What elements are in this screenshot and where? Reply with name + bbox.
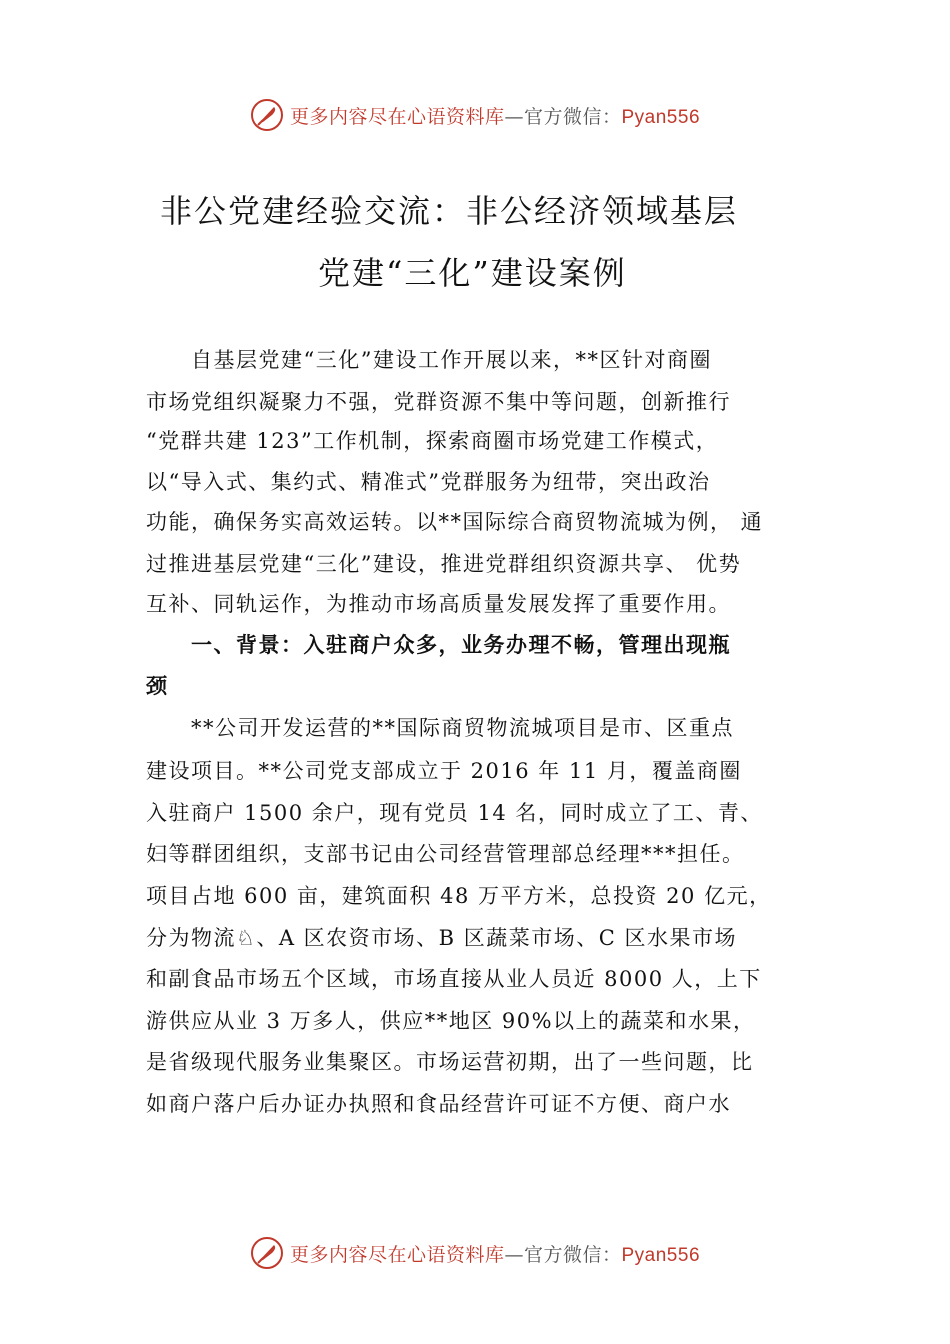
banner-prefix: 更多内容尽在心语资料库 (289, 1243, 505, 1266)
banner-wechat-id: Pyan556 (621, 106, 701, 128)
banner-text (290, 102, 700, 129)
body-line: 功能，确保务实高效运转。以**国际综合商贸物流城为例， 通 (146, 510, 764, 534)
section-heading: 一、背景：入驻商户众多，业务办理不畅，管理出现瓶 (146, 633, 731, 657)
body-line: 游供应从业 3 万多人，供应**地区 90%以上的蔬菜和水果， (146, 1009, 756, 1033)
body-line: 分为物流♘、A 区农资市场、B 区蔬菜市场、C 区水果市场 (146, 926, 738, 950)
banner-dash: — (504, 1243, 524, 1266)
banner-wechat-label: 官方微信： (523, 105, 622, 128)
feather-pen-icon (250, 98, 284, 132)
page-title-line-1: 非公党建经验交流：非公经济领域基层 (160, 192, 739, 230)
body-line: 以“导入式、集约式、精准式”党群服务为纽带，突出政治 (146, 470, 711, 494)
feather-pen-icon (250, 1236, 284, 1270)
body-line: 是省级现代服务业集聚区。市场运营初期，出了一些问题，比 (146, 1050, 754, 1074)
body-line: 和副食品市场五个区域，市场直接从业人员近 8000 人，上下 (146, 967, 762, 991)
body-line: 过推进基层党建“三化”建设，推进党群组织资源共享、 优势 (146, 552, 742, 576)
banner-wechat-label: 官方微信： (523, 1243, 622, 1266)
body-line: “党群共建 123”工作机制，探索商圈市场党建工作模式， (146, 429, 719, 453)
footer-banner (0, 1233, 950, 1273)
body-line: 自基层党建“三化”建设工作开展以来，**区针对商圈 (146, 348, 712, 372)
body-line: 项目占地 600 亩，建筑面积 48 万平方米，总投资 20 亿元， (146, 884, 772, 908)
header-banner (0, 95, 950, 135)
body-line: 妇等群团组织，支部书记由公司经营管理部总经理***担任。 (146, 842, 745, 866)
body-line: 互补、同轨运作，为推动市场高质量发展发挥了重要作用。 (146, 592, 731, 616)
body-line: 建设项目。**公司党支部成立于 2016 年 11 月，覆盖商圈 (146, 759, 742, 783)
body-line: 如商户落户后办证办执照和食品经营许可证不方便、商户水 (146, 1092, 731, 1116)
section-heading-continued: 颈 (146, 674, 169, 698)
banner-dash: — (504, 105, 524, 128)
banner-text (290, 1240, 700, 1267)
banner-prefix: 更多内容尽在心语资料库 (289, 105, 505, 128)
body-line: 入驻商户 1500 余户，现有党员 14 名，同时成立了工、青、 (146, 801, 763, 825)
page-title-line-2: 党建“三化”建设案例 (318, 254, 627, 292)
body-line: 市场党组织凝聚力不强，党群资源不集中等问题，创新推行 (146, 390, 731, 414)
banner-wechat-id: Pyan556 (621, 1244, 701, 1266)
body-line: **公司开发运营的**国际商贸物流城项目是市、区重点 (146, 716, 734, 740)
